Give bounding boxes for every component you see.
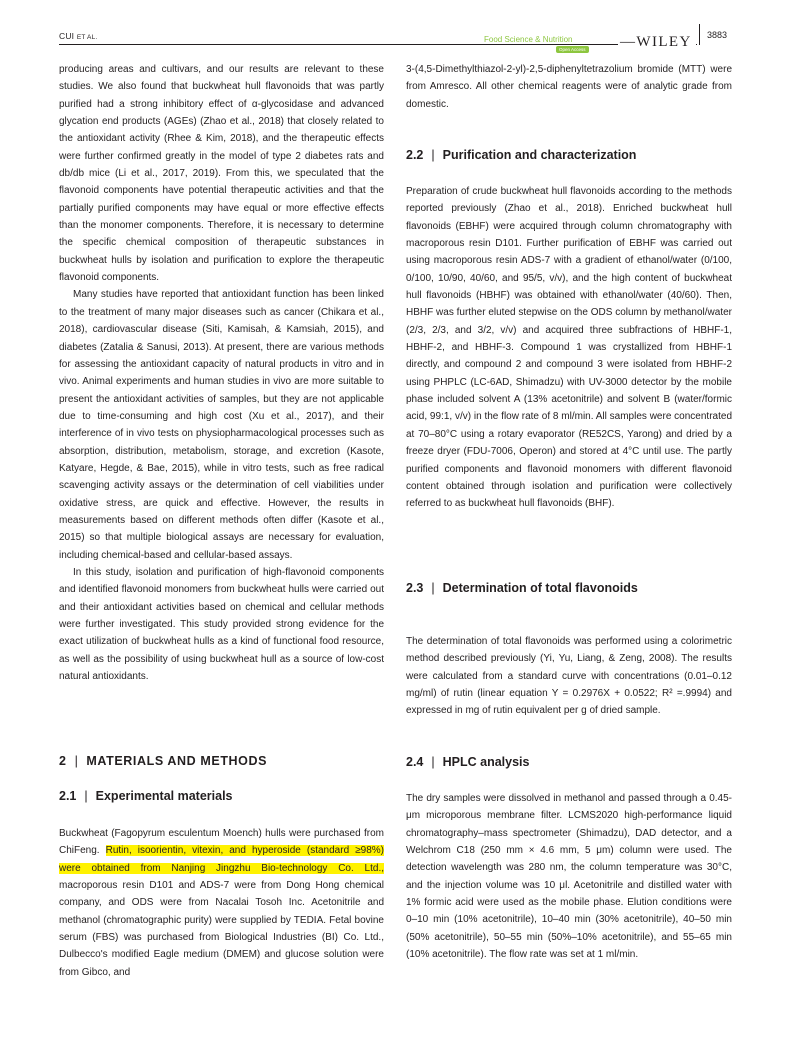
journal-name: Food Science & Nutrition [484, 35, 573, 44]
section-heading: 2 | MATERIALS AND METHODS [59, 754, 268, 768]
open-access-badge: Open Access [556, 46, 589, 53]
paragraph: The determination of total flavonoids was performed using a colorimetric method described previously (Yi, Yu, Liang, & Zeng, 2008). The results were calculated from a standard curve with concentrations (0.01–0.12 mg/ml) of rutin (linear equation Y = 0.2976X + 0.0522; R² =.9994) and expressed in mg of rutin equivalent per g of dried sample. [406, 636, 732, 717]
paragraph: Many studies have reported that antioxidant function has been linked to the treatment of many major diseases such as cancer (Chikara et al., 2018), cardiovascular disease (Siti, Kamisah, & Kamsiah, 2015), and diabetes (Zatalia & Sanusi, 2013). At present, there are various methods for assessing the antioxidant capacity of natural products in vitro and in vivo. Animal experiments and human studies in vivo are more suitable to present the antioxidant activities of samples, but they are not applicable due to time-consuming and high cost (Xu et al., 2017), and their interference of in vivo tests on physiopharmacological processes such as absorption, distribution, metabolism, storage, and excretion (Kasote, Katyare, Hegde, & Bae, 2015), while in vitro tests, such as free radical scavenging activity assays or the determination of cell viabilities under oxidative stress, are quick and effective. However, the results in measurements based on different methods often differ (Kasote et al., 2015) so that multiple biological assays are necessary for evaluation, including chemical-based and cellular-based assays. [59, 289, 384, 561]
paragraph: Buckwheat (Fagopyrum esculentum Moench) hulls were purchased from ChiFeng. Rutin, isoorientin, vitexin, and hyperoside (standard ≥98%) were obtained from Nanjing Jingzhu Bio-technology Co. Ltd., macroporous resin D101 and ADS-7 were from Dong Hong chemical company, and ODS were from Nacalai Tosoh Inc. Acetonitrile and methanol (chromatographic purity) were supplied by TEDIA. Fetal bovine serum (FBS) was purchased from Biological Industries (BI) Co. Ltd., Dulbecco's modified Eagle medium (DMEM) and glucose solution were from Gibco, and [59, 828, 384, 978]
section-2-3-body [406, 633, 732, 720]
subsection-heading: 2.2 | Purification and characterization [406, 148, 637, 162]
highlighted-text: Rutin, isoorientin, vitexin, and hyperoside (standard ≥98%) were obtained from Nanjing Jingzhu Bio-technology Co. Ltd., [59, 845, 384, 874]
left-column [59, 61, 384, 685]
running-author: CUI ET AL. [59, 31, 98, 41]
publisher-logo: —WILEY [618, 34, 696, 51]
section-2-4-body [406, 790, 732, 963]
paragraph: The dry samples were dissolved in methanol and passed through a 0.45-μm microporous membrane filter. LCMS2020 high-performance liquid chromatography–mass spectrometer (Shimadzu), DAD detector, and a Welchrom C18 (250 mm × 4.6 mm, 5 μm) column were used. The detection wavelength was 280 nm, the column temperature was 30°C, and the injection volume was 10 μl. Acetonitrile and distilled water with 1% formic acid were used as the mobile phase. Elution conditions were 0–10 min (10% acetonitrile), 10–40 min (30% acetonitrile), 40–50 min (50% acetonitrile), 50–55 min (50%–10% acetonitrile), and 55–65 min (10% acetonitrile). The flow rate was set at 1 ml/min. [406, 793, 732, 961]
page-number: 3883 [707, 30, 728, 40]
right-continuation [406, 61, 732, 113]
paragraph: Preparation of crude buckwheat hull flavonoids according to the methods reported previously (Zhao et al., 2018). Enriched buckwheat hull flavonoids (EBHF) were acquired through column chromatography with macroporous resin D101. Further purification of EBHF was carried out using macroporous resin ADS-7 with a gradient of ethanol/water (0/100, 0/100, 10/90, 40/60, and 95/5, v/v), and the high content of buckwheat hull flavonoids (HBHF) was obtained with ethanol/water (40/60). Then, HBHF was further eluted stepwise on the ODS column by methanol/water (2/3, 2/3, and 3/2, v/v) and acquired three subfractions of HBHF-1, HBHF-2, and HBHF-3. Compound 1 was crystallized from HBHF-1 directly, and compound 2 and compound 3 were isolated from HBHF-2 using PHPLC (LC-6AD, Shimadzu) with UV-3000 detector by the mobile phase included solvent A (13% acetonitrile) and solvent B (water/formic acid, 99:1, v/v) in the flow rate of 8 ml/min. All samples were concentrated at 70–80°C using a rotary evaporator (RE52CS, Yarong) and dried by a freeze dryer (FDU-7006, Operon) and stored at 4°C until use. The partly purified components and flavonoid monomers with different flavonoid content obtained through isolation and purification were collectively referred to as buckwheat hull flavonoids (BHF). [406, 186, 732, 510]
subsection-heading: 2.4 | HPLC analysis [406, 755, 530, 769]
section-2-1-body [59, 825, 384, 981]
paragraph: producing areas and cultivars, and our results are relevant to these studies. We also found that buckwheat hull flavonoids that was partly purified had a strong inhibitory effect of α-glycosidase and advanced glycation end products (AGEs) (Zhao et al., 2018) that closely related to the antioxidant activity (Rhee & Kim, 2018), and the therapeutic effects were further confirmed greatly in the model of type 2 diabetes rats and db/db mice (Li et al., 2017, 2019). From this, we speculated that the flavonoid components have potential therapeutic activities and that the partially purified components may have equal or more effective effects than the monomer components. Therefore, it is necessary to determine the specific chemical composition of therapeutic substances in buckwheat hulls by isolation and purification to explore the therapeutic flavonoid components. [59, 64, 384, 284]
header-rule [59, 44, 697, 45]
header-divider [699, 24, 700, 45]
subsection-heading: 2.3 | Determination of total flavonoids [406, 581, 638, 595]
paragraph: In this study, isolation and purification of high-flavonoid components and identified flavonoid monomers from buckwheat hulls were carried out and their antioxidant activities based on chemical and cellular methods were further investigated. This study provided strong evidence for the exact utilization of buckwheat hulls as a kind of functional food resource, as well as the possibility of using buckwheat hull as a source of low-cost natural antioxidants. [59, 566, 384, 683]
paragraph: 3-(4,5-Dimethylthiazol-2-yl)-2,5-diphenyltetrazolium bromide (MTT) were from Amresco. All other chemical reagents were of analytic grade from domestic. [406, 64, 732, 110]
subsection-heading: 2.1 | Experimental materials [59, 789, 233, 803]
section-2-2-body [406, 183, 732, 513]
